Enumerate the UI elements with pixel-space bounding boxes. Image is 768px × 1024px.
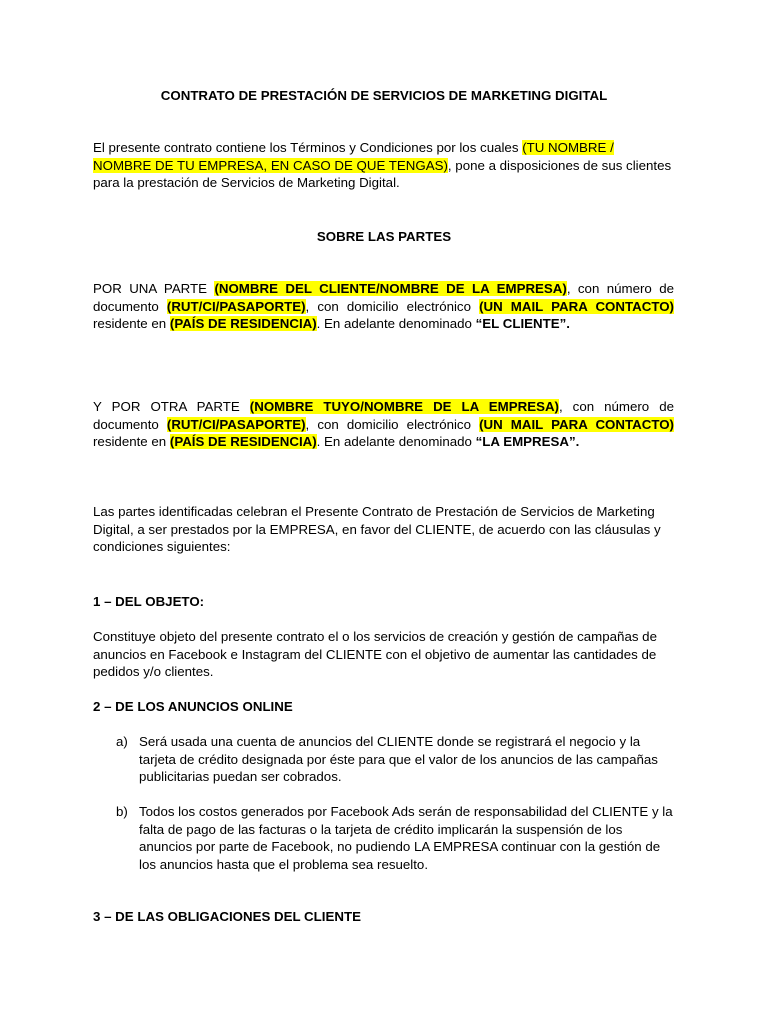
intro-placeholder-name: (TU NOMBRE / NOMBRE DE TU EMPRESA, EN CASO DE QUE TENGAS)	[93, 140, 614, 173]
intro-text-2: , pone a disposiciones de sus clientes para la prestación de Servicios de Marketing Digital.	[93, 157, 672, 191]
party-client-name-placeholder: (NOMBRE DEL CLIENTE/NOMBRE DE LA EMPRESA)	[214, 281, 567, 296]
party-client-paragraph	[93, 280, 674, 333]
party-client-country-placeholder: (PAÍS DE RESIDENCIA)	[169, 316, 317, 332]
agreement-paragraph: Las partes identificadas celebran el Presente Contrato de Prestación de Servicios de Marketing Digital, a ser prestados por la EMPRESA, en favor del CLIENTE, de acuerdo con las cláusulas y condiciones siguientes:	[93, 504, 661, 555]
list-marker-b: b)	[116, 804, 128, 819]
party-client-text-2: , con número de documento	[93, 281, 675, 314]
party-company-paragraph	[93, 398, 674, 451]
document-title: CONTRATO DE PRESTACIÓN DE SERVICIOS DE MARKETING DIGITAL	[160, 88, 608, 103]
list-marker-a: a)	[116, 734, 128, 749]
party-client-text-4: residente en	[93, 316, 170, 332]
party-client-alias: “EL CLIENTE”.	[475, 316, 570, 332]
party-client-mail-placeholder: (UN MAIL PARA CONTACTO)	[479, 298, 674, 314]
list-item-a: Será usada una cuenta de anuncios del CLIENTE donde se registrará el negocio y la tarjeta de crédito designada por éste para que el valor de los anuncios de las campañas publicitarias puedan ser cobrados.	[139, 734, 658, 785]
section-2-heading: 2 – DE LOS ANUNCIOS ONLINE	[93, 699, 293, 714]
party-company-mail-placeholder: (UN MAIL PARA CONTACTO)	[479, 416, 674, 432]
party-company-text-5: . En adelante denominado	[316, 434, 476, 450]
party-company-text-2: , con número de documento	[93, 399, 675, 432]
party-company-text-1: Y POR OTRA PARTE	[93, 399, 250, 414]
party-company-text-4: residente en	[93, 434, 170, 450]
section-1-heading: 1 – DEL OBJETO:	[93, 594, 205, 609]
party-company-name-placeholder: (NOMBRE TUYO/NOMBRE DE LA EMPRESA)	[249, 399, 559, 414]
parties-heading: SOBRE LAS PARTES	[316, 229, 452, 244]
party-client-text-1: POR UNA PARTE	[93, 281, 215, 296]
section-1-text: Constituye objeto del presente contrato el o los servicios de creación y gestión de campañas de anuncios en Facebook e Instagram del CLIENTE con el objetivo de aumentar las cantidades de pedidos y/o clientes.	[93, 629, 657, 680]
party-company-text-3: , con domicilio electrónico	[305, 416, 480, 432]
party-company-country-placeholder: (PAÍS DE RESIDENCIA)	[169, 434, 317, 450]
party-client-text-5: . En adelante denominado	[316, 316, 476, 332]
party-client-text-3: , con domicilio electrónico	[305, 298, 480, 314]
section-3-heading: 3 – DE LAS OBLIGACIONES DEL CLIENTE	[93, 909, 361, 924]
party-company-alias: “LA EMPRESA”.	[475, 434, 580, 450]
list-item-b: Todos los costos generados por Facebook Ads serán de responsabilidad del CLIENTE y la falta de pago de las facturas o la tarjeta de crédito implicarán la suspensión de los anuncios por parte de Facebook, no pudiendo LA EMPRESA continuar con la gestión de los anuncios hasta que el problema sea resuelto.	[139, 804, 673, 872]
party-company-doc-placeholder: (RUT/CI/PASAPORTE)	[166, 416, 306, 432]
intro-paragraph	[93, 139, 674, 192]
intro-text-1: El presente contrato contiene los Términos y Condiciones por los cuales	[93, 140, 523, 155]
party-client-doc-placeholder: (RUT/CI/PASAPORTE)	[166, 298, 306, 314]
